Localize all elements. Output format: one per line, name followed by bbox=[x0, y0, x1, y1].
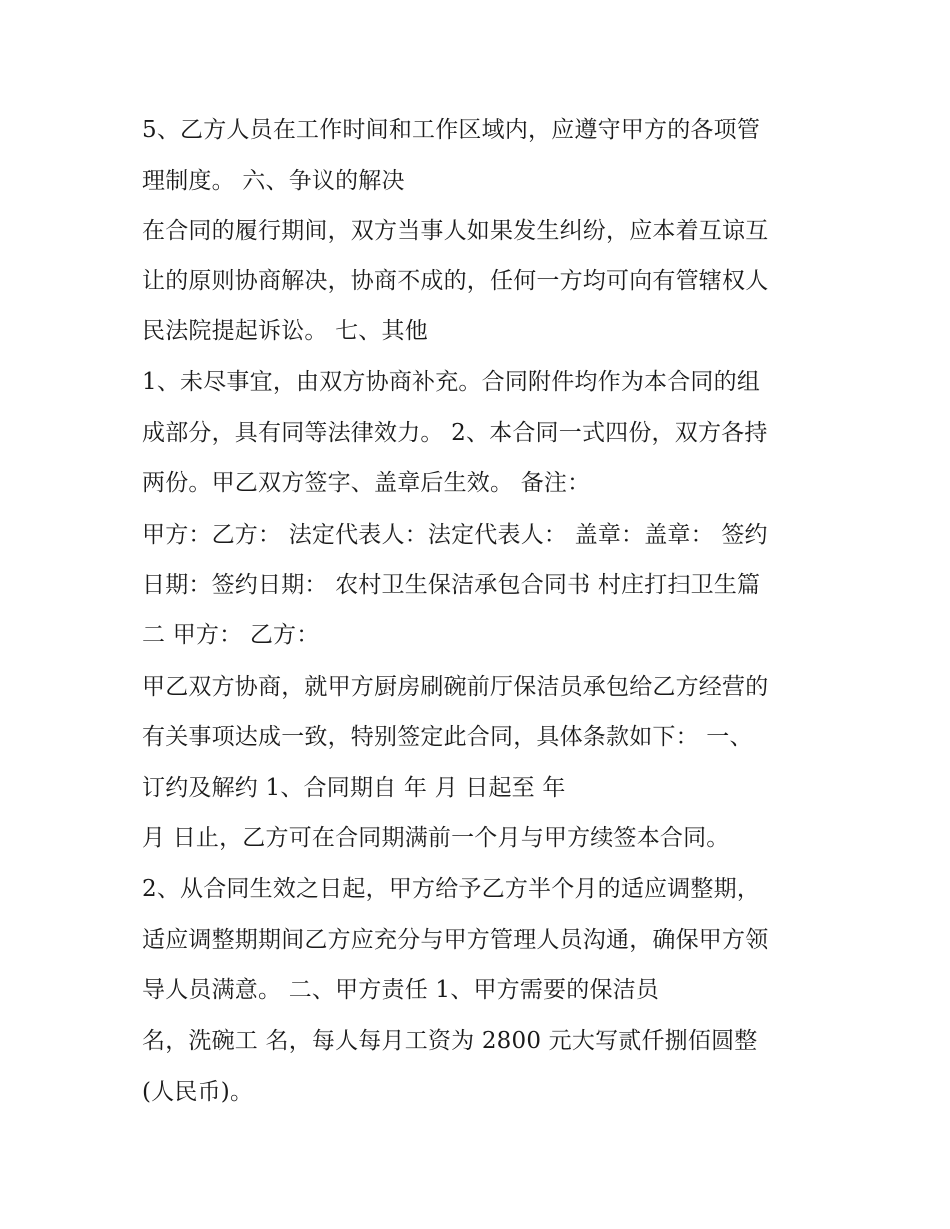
text-line: 名，洗碗工 名，每人每月工资为 2800 元大写贰仟捌佰圆整 bbox=[142, 1028, 758, 1054]
text-line: 甲方：乙方： 法定代表人：法定代表人： 盖章：盖章： 签约 bbox=[142, 522, 768, 548]
text-line: 民法院提起诉讼。 七、其他 bbox=[142, 318, 428, 344]
text-line: 在合同的履行期间，双方当事人如果发生纠纷，应本着互谅互 bbox=[142, 218, 769, 244]
text-line: 二 甲方： 乙方： bbox=[142, 622, 320, 648]
text-line: (人民币)。 bbox=[142, 1079, 254, 1105]
text-line: 月 日止，乙方可在合同期满前一个月与甲方续签本合同。 bbox=[142, 825, 730, 851]
text-line: 理制度。 六、争议的解决 bbox=[142, 168, 405, 194]
text-line: 两份。甲乙双方签字、盖章后生效。 备注： bbox=[142, 470, 591, 496]
text-line: 1、未尽事宜，由双方协商补充。合同附件均作为本合同的组 bbox=[142, 369, 761, 395]
text-line: 5、乙方人员在工作时间和工作区域内，应遵守甲方的各项管 bbox=[142, 117, 761, 143]
text-line: 订约及解约 1、合同期自 年 月 日起至 年 bbox=[142, 775, 566, 801]
text-line: 适应调整期期间乙方应充分与甲方管理人员沟通，确保甲方领 bbox=[142, 927, 769, 953]
text-line: 2、从合同生效之日起，甲方给予乙方半个月的适应调整期， bbox=[142, 876, 761, 902]
text-line: 甲乙双方协商，就甲方厨房刷碗前厅保洁员承包给乙方经营的 bbox=[142, 674, 769, 700]
text-line: 成部分，具有同等法律效力。 2、本合同一式四份，双方各持 bbox=[142, 420, 768, 446]
text-line: 有关事项达成一致，特别签定此合同，具体条款如下： 一、 bbox=[142, 724, 753, 750]
text-line: 导人员满意。 二、甲方责任 1、甲方需要的保洁员 bbox=[142, 977, 660, 1003]
text-line: 日期：签约日期： 农村卫生保洁承包合同书 村庄打扫卫生篇 bbox=[142, 572, 761, 598]
text-line: 让的原则协商解决，协商不成的，任何一方均可向有管辖权人 bbox=[142, 268, 769, 294]
